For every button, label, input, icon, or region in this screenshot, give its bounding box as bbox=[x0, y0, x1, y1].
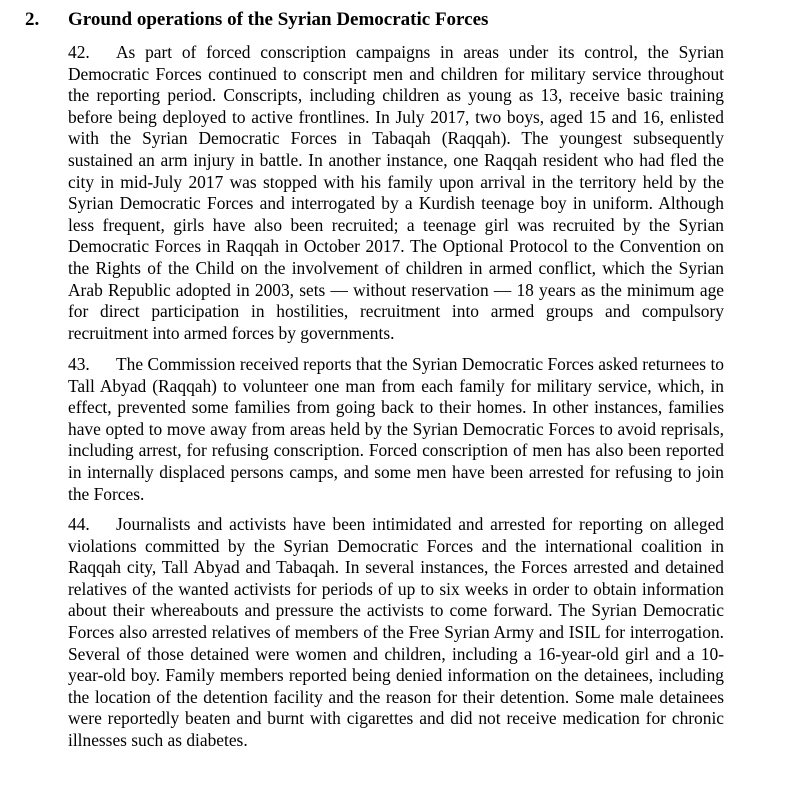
paragraph-number: 43. bbox=[68, 354, 90, 374]
paragraph-43 bbox=[68, 354, 724, 505]
section-number: 2. bbox=[25, 9, 40, 30]
section-heading bbox=[0, 8, 789, 32]
paragraph-42 bbox=[68, 42, 724, 344]
paragraph-number: 44. bbox=[68, 514, 90, 534]
paragraph-number: 42. bbox=[68, 42, 90, 62]
section-title: Ground operations of the Syrian Democratic Forces bbox=[68, 9, 489, 30]
paragraph-text: The Commission received reports that the Syrian Democratic Forces asked returnees to Tall Abyad (Raqqah) to volunteer one man from each family for military service, which, in effect, prevented some families from going back to their homes. In other instances, families have opted to move away from areas held by the Syrian Democratic Forces to avoid reprisals, including arrest, for refusing conscription. Forced conscription of men has also been reported in internally displaced persons camps, and some men have been arrested for refusing to join the Forces. bbox=[68, 354, 724, 504]
paragraph-text: As part of forced conscription campaigns in areas under its control, the Syrian Democratic Forces continued to conscript men and children for military service throughout the reporting period. Conscripts, including children as young as 13, receive basic training before being deployed to active frontlines. In July 2017, two boys, aged 15 and 16, enlisted with the Syrian Democratic Forces in Tabaqah (Raqqah). The youngest subsequently sustained an arm injury in battle. In another instance, one Raqqah resident who had fled the city in mid-July 2017 was stopped with his family upon arrival in the territory held by the Syrian Democratic Forces and interrogated by a Kurdish teenage boy in uniform. Although less frequent, girls have also been recruited; a teenage girl was recruited by the Syrian Democratic Forces in Raqqah in October 2017. The Optional Protocol to the Convention on the Rights of the Child on the involvement of children in armed conflict, which the Syrian Arab Republic adopted in 2003, sets — without reservation — 18 years as the minimum age for direct participation in hostilities, recruitment into armed groups and compulsory recruitment into armed forces by governments. bbox=[68, 42, 724, 343]
paragraph-text: Journalists and activists have been intimidated and arrested for reporting on alleged violations committed by the Syrian Democratic Forces and the international coalition in Raqqah city, Tall Abyad and Tabaqah. In several instances, the Forces arrested and detained relatives of the wanted activists for periods of up to six weeks in order to obtain information about their whereabouts and pressure the activists to come forward. The Syrian Democratic Forces also arrested relatives of members of the Free Syrian Army and ISIL for interrogation. Several of those detained were women and children, including a 16-year-old girl and a 10-year-old boy. Family members reported being denied information on the detainees, including the location of the detention facility and the reason for their detention. Some male detainees were reportedly beaten and burnt with cigarettes and did not receive medication for chronic illnesses such as diabetes. bbox=[68, 514, 724, 750]
paragraph-44 bbox=[68, 514, 724, 752]
